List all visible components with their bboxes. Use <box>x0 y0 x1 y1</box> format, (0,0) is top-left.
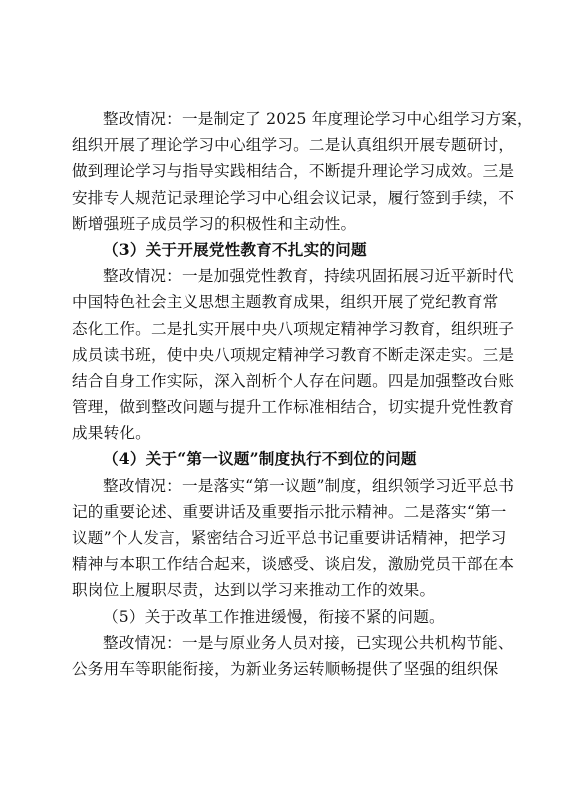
paragraph-line: 精神与本职工作结合起来，谈感受、谈启发，激励党员干部在本 <box>72 555 515 574</box>
section-heading-4: （4）关于“第一议题”制度执行不到位的问题 <box>103 449 417 469</box>
paragraph-line: 整改情况：一是制定了 2025 年度理论学习中心组学习方案， <box>103 110 533 128</box>
paragraph-line: 整改情况：一是与原业务人员对接，已实现公共机构节能、 <box>103 633 514 652</box>
paragraph-line: 记的重要论述、重要讲话及重要指示批示精神。二是落实“第一 <box>72 502 507 521</box>
section-heading-5: （5）关于改革工作推进缓慢，衔接不紧的问题。 <box>103 607 445 626</box>
paragraph-line: 结合自身工作实际，深入剖析个人存在问题。四是加强整改台账 <box>72 371 515 390</box>
paragraph-line: 安排专人规范记录理论学习中心组会议记录，履行签到手续，不 <box>72 188 515 207</box>
paragraph-line: 断增强班子成员学习的积极性和主动性。 <box>72 214 357 233</box>
paragraph-line: 整改情况：一是加强党性教育，持续巩固拓展习近平新时代 <box>103 267 514 286</box>
paragraph-line: 议题”个人发言，紧密结合习近平总书记重要讲话精神，把学习 <box>72 529 507 547</box>
document-body <box>72 106 533 682</box>
paragraph-line: 职岗位上履职尽责，达到以学习来推动工作的效果。 <box>72 581 436 600</box>
paragraph-line: 成果转化。 <box>72 424 151 443</box>
paragraph-line: 态化工作。二是扎实开展中央八项规定精神学习教育，组织班子 <box>72 319 515 338</box>
paragraph-line: 成员读书班，使中央八项规定精神学习教育不断走深走实。三是 <box>72 345 515 364</box>
paragraph-line: 中国特色社会主义思想主题教育成果，组织开展了党纪教育常 <box>72 293 499 312</box>
section-heading-3: （3）关于开展党性教育不扎实的问题 <box>103 239 367 259</box>
paragraph-line: 公务用车等职能衔接，为新业务运转顺畅提供了坚强的组织保 <box>72 659 499 678</box>
paragraph-line: 做到理论学习与指导实践相结合，不断提升理论学习成效。三是 <box>72 162 515 181</box>
paragraph-line: 整改情况：一是落实“第一议题”制度，组织领学习近平总书 <box>103 476 515 495</box>
paragraph-line: 管理，做到整改问题与提升工作标准相结合，切实提升党性教育 <box>72 398 515 417</box>
paragraph-line: 组织开展了理论学习中心组学习。二是认真组织开展专题研讨， <box>72 136 515 155</box>
